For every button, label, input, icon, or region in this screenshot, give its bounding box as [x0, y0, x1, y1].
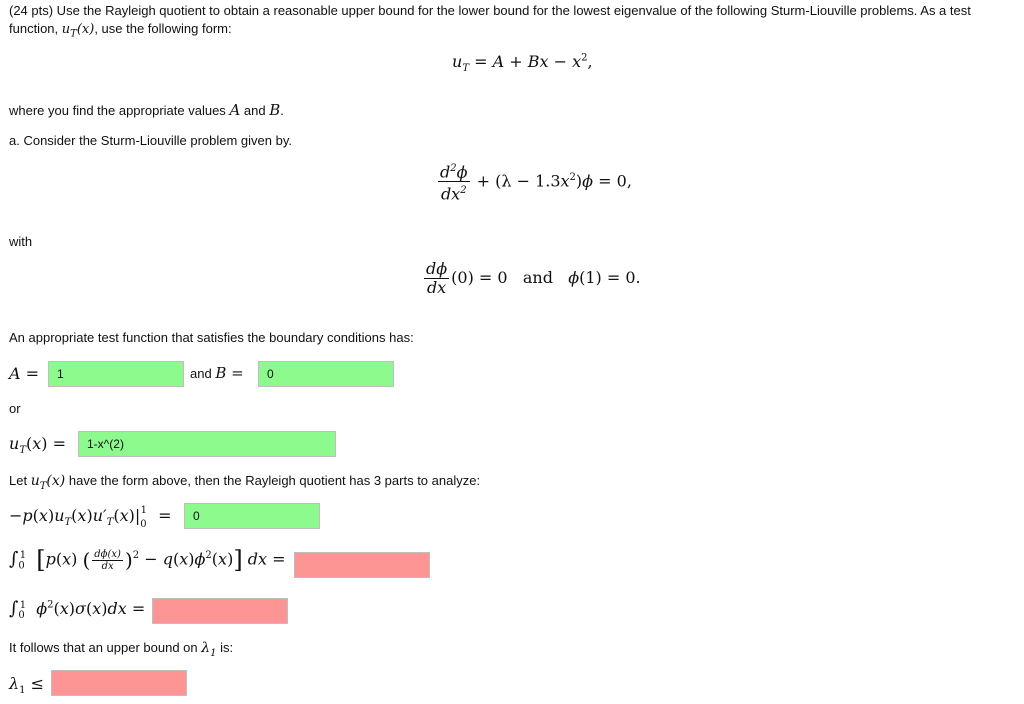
find-and-label: and — [243, 103, 266, 118]
boundary-term-input[interactable]: 0 — [184, 503, 320, 529]
follows-label: It follows that an upper bound on — [9, 640, 198, 655]
uT-inline-symbol: $u_T(x)$ — [30, 473, 66, 492]
rayleigh-parts-text — [9, 472, 480, 496]
denominator-integral-label: $\int_0^1$ $\phi^2(x)\sigma(x)dx$ = — [9, 598, 146, 622]
intro-form-label: , use the following form: — [94, 21, 232, 36]
denominator-integral-input[interactable] — [152, 598, 288, 624]
test-function-formula: $u_T = A + Bx - x^2$, — [452, 52, 593, 75]
B-input[interactable]: 0 — [258, 361, 394, 387]
A-equals-label: A = — [9, 364, 40, 383]
find-values-label: where you find the appropriate values — [9, 103, 226, 118]
B-equals-symbol: B — [215, 364, 227, 382]
numerator-integral-input[interactable] — [294, 552, 430, 578]
numerator-integral-label: $\int_0^1$ [p(x) ( $\frac{d\phi(x)}{dx}$ )$^2 - q(x)\phi^2(x)$] dx = — [9, 546, 286, 574]
or-label: or — [9, 401, 21, 416]
part-a-heading: a. Consider the Sturm-Liouville problem given by. — [9, 133, 293, 148]
B-symbol: B — [269, 101, 281, 119]
follows-post-label: is: — [220, 640, 234, 655]
find-values-text: where you find the appropriate values A and B. — [9, 101, 284, 119]
uT-input[interactable]: 1-x^(2) — [78, 431, 336, 457]
boundary-term-label: $-p(x)u_T(x)u'_T(x)|_0^1$ = — [9, 504, 172, 531]
A-input[interactable]: 1 — [48, 361, 184, 387]
ode-equation: $\frac{d^2\phi}{dx^2}$ + $(\lambda - 1.3x^2)\phi = 0$, — [436, 160, 632, 204]
intro-function-label: function, — [9, 21, 59, 36]
A-symbol: A — [229, 101, 241, 119]
and-B-label: and B = — [190, 364, 244, 382]
lambda1-inline-symbol: $\lambda_1$ — [201, 640, 217, 659]
let-post-label: have the form above, then the Rayleigh quotient has 3 parts to analyze: — [68, 473, 481, 488]
with-label: with — [9, 234, 33, 249]
lambda-bound-label: $\lambda_1$ ≤ — [9, 674, 45, 697]
test-function-text: An appropriate test function that satisfies the boundary conditions has: — [9, 330, 414, 345]
lambda-bound-input[interactable] — [51, 670, 187, 696]
let-label: Let — [9, 473, 28, 488]
boundary-conditions: $\frac{d\phi}{dx}$ (0) = 0 and ϕ(1) = 0. — [426, 259, 641, 297]
bc-and-label: and — [522, 268, 553, 287]
uT-equals-label: $u_T(x)$ = — [9, 434, 66, 457]
problem-intro-line1: (24 pts) Use the Rayleigh quotient to obtain a reasonable upper bound for the lower bound for the lowest eigenvalue of the following Sturm-Liouville problems. As a test — [9, 3, 971, 18]
problem-intro-line2 — [9, 20, 232, 44]
and-label: and — [190, 366, 212, 381]
upper-bound-text — [9, 639, 233, 663]
uT-symbol: $u_T(x)$ — [61, 22, 95, 40]
